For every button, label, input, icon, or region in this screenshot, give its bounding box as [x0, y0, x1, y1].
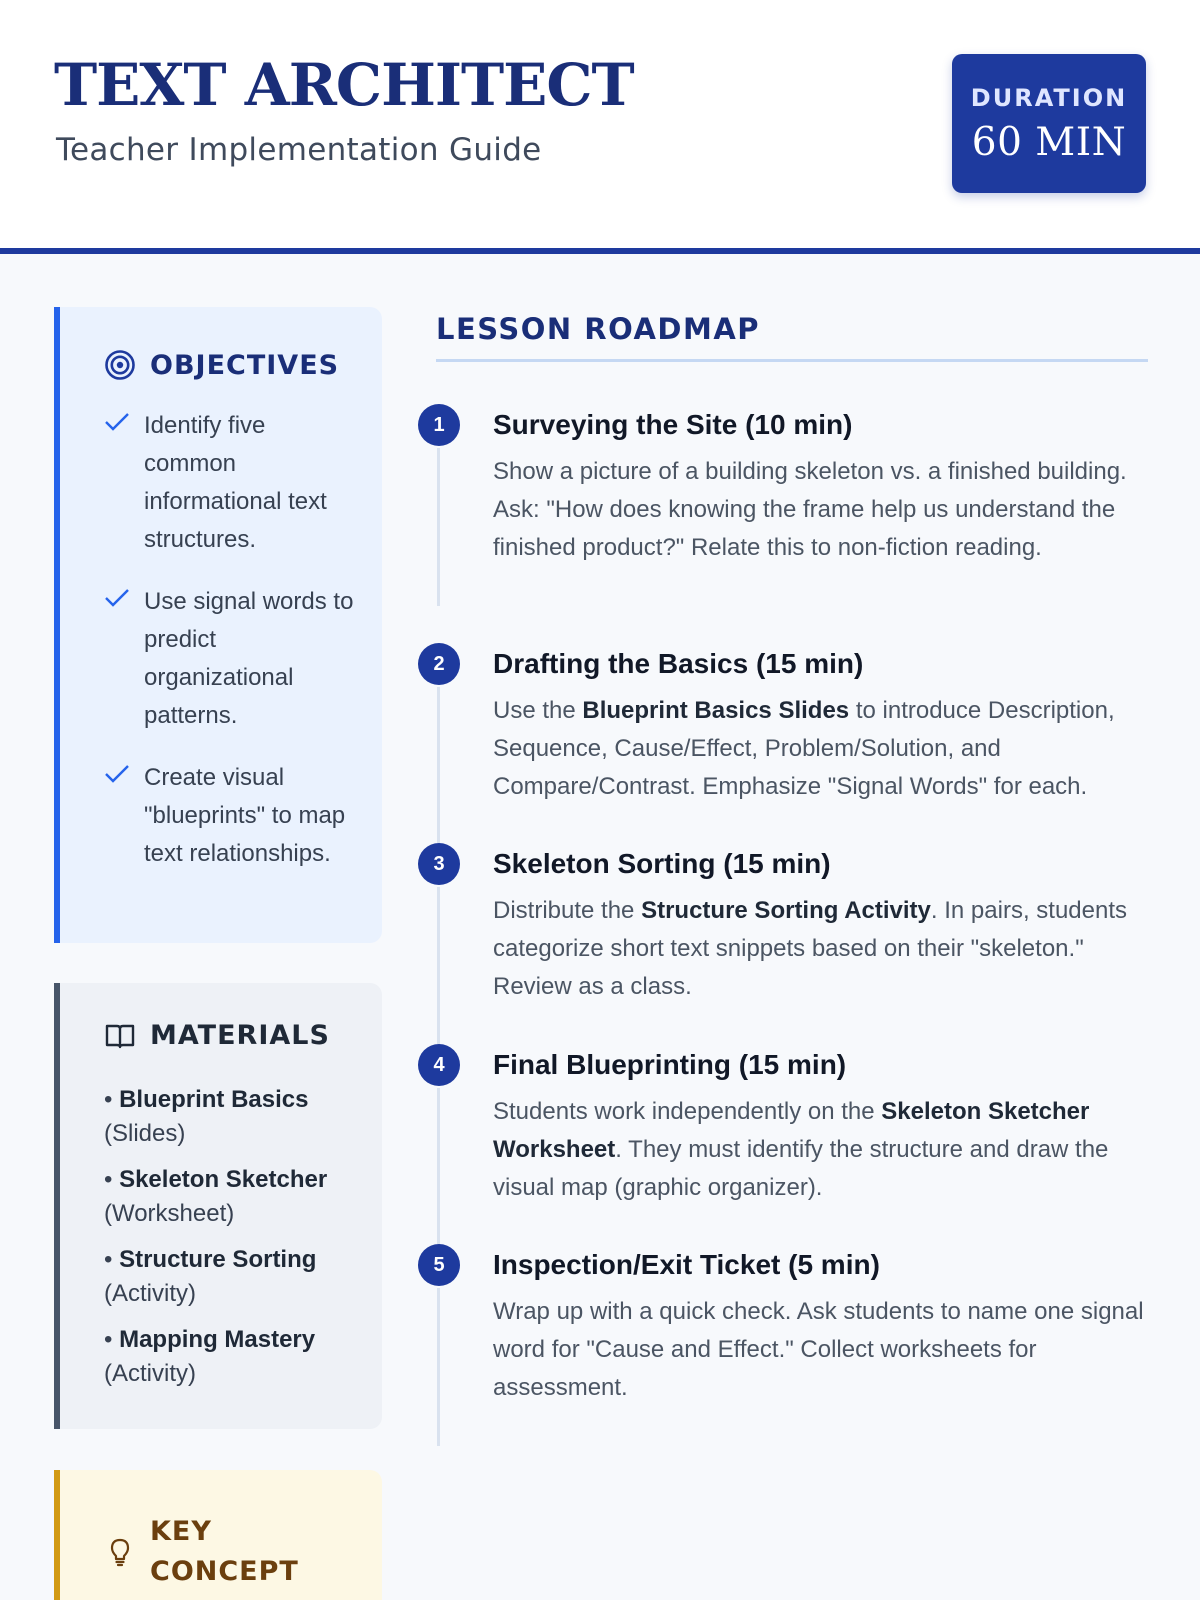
key-concept-heading: [104, 1512, 310, 1592]
objectives-card: [54, 307, 382, 943]
step-title: Inspection/Exit Ticket (5 min): [493, 1249, 880, 1280]
materials-card: [54, 983, 382, 1429]
step-description: [493, 1293, 1153, 1407]
list-item: • Skeleton Sketcher (Worksheet): [104, 1166, 328, 1227]
step-bold: Skeleton Sketcher Worksheet: [493, 1098, 1090, 1163]
list-item: [104, 583, 354, 735]
step-text: Show a picture of a building skeleton vs. a finished building. Ask: "How does knowing the frame help us understand the finished product?" Relate this to non-fiction reading.: [493, 458, 1127, 561]
page-header: [0, 0, 1200, 254]
step-title: Surveying the Site (10 min): [493, 409, 853, 440]
step-title: Skeleton Sorting (15 min): [493, 848, 831, 879]
step-connector: [437, 887, 440, 1044]
check-icon: [104, 763, 130, 785]
step-text: Wrap up with a quick check. Ask students to name one signal word for "Cause and Effect." Collect worksheets for assessment.: [493, 1298, 1144, 1401]
objectives-heading-text: OBJECTIVES: [150, 349, 340, 381]
step-connector: [437, 1288, 440, 1446]
roadmap-title: LESSON ROADMAP: [436, 312, 761, 346]
step-connector: [437, 1088, 440, 1244]
materials-heading: [104, 1019, 330, 1051]
target-icon: [104, 349, 136, 381]
step-number: 3: [418, 843, 460, 885]
objectives-list: [104, 407, 354, 897]
material-name: Structure Sorting: [119, 1246, 317, 1273]
duration-label: DURATION: [970, 84, 1128, 112]
step-text: . In pairs, students categorize short text snippets based on their "skeleton." Review as a class.: [493, 897, 1128, 1000]
step-title: Final Blueprinting (15 min): [493, 1049, 847, 1080]
step-title: Drafting the Basics (15 min): [493, 648, 864, 679]
objective-text: Create visual "blueprints" to map text relationships.: [144, 764, 346, 867]
step-text: Use the: [493, 697, 583, 724]
check-icon: [104, 587, 130, 609]
material-name: Blueprint Basics: [119, 1086, 309, 1113]
step-description: [493, 1093, 1153, 1207]
check-icon: [104, 411, 130, 433]
step-bold: Structure Sorting Activity: [641, 897, 931, 924]
list-item: [104, 759, 354, 873]
step-description: [493, 453, 1153, 567]
step-number: 4: [418, 1044, 460, 1086]
key-concept-heading-text: KEY CONCEPT: [150, 1516, 299, 1587]
objective-text: Identify five common informational text structures.: [144, 412, 327, 553]
step-number: 5: [418, 1244, 460, 1286]
list-item: • Structure Sorting (Activity): [104, 1246, 317, 1307]
material-type: (Activity): [104, 1280, 196, 1307]
step-connector: [437, 448, 440, 606]
duration-value: 60 MIN: [971, 120, 1127, 165]
objective-text: Use signal words to predict organizational patterns.: [144, 588, 354, 729]
roadmap-divider: [436, 359, 1148, 362]
material-name: Mapping Mastery: [119, 1326, 316, 1353]
page-title: TEXT ARCHITECT: [54, 51, 634, 119]
step-bold: Blueprint Basics Slides: [582, 697, 850, 724]
step-connector: [437, 687, 440, 843]
step-text: Distribute the: [493, 897, 642, 924]
step-text: to introduce Description, Sequence, Cause/Effect, Problem/Solution, and Compare/Contrast. Emphasize "Signal Words" for each.: [493, 697, 1115, 800]
objectives-heading: [104, 349, 339, 381]
material-type: (Worksheet): [104, 1200, 235, 1227]
step-number: 2: [418, 643, 460, 685]
materials-heading-text: MATERIALS: [150, 1019, 330, 1051]
material-type: (Activity): [104, 1360, 196, 1387]
step-description: [493, 892, 1153, 1006]
step-text: . They must identify the structure and draw the visual map (graphic organizer).: [493, 1136, 1109, 1201]
step-number: 1: [418, 404, 460, 446]
list-item: • Blueprint Basics (Slides): [104, 1086, 309, 1147]
lightbulb-icon: [104, 1536, 136, 1568]
step-text: Students work independently on the: [493, 1098, 882, 1125]
duration-badge: [952, 54, 1146, 193]
list-item: [104, 407, 354, 559]
book-icon: [104, 1019, 136, 1051]
material-name: Skeleton Sketcher: [119, 1166, 328, 1193]
page-subtitle: Teacher Implementation Guide: [56, 132, 542, 168]
material-type: (Slides): [104, 1120, 186, 1147]
list-item: • Mapping Mastery (Activity): [104, 1326, 316, 1387]
step-description: [493, 692, 1153, 806]
materials-list: [104, 1083, 364, 1403]
key-concept-card: [54, 1470, 382, 1600]
